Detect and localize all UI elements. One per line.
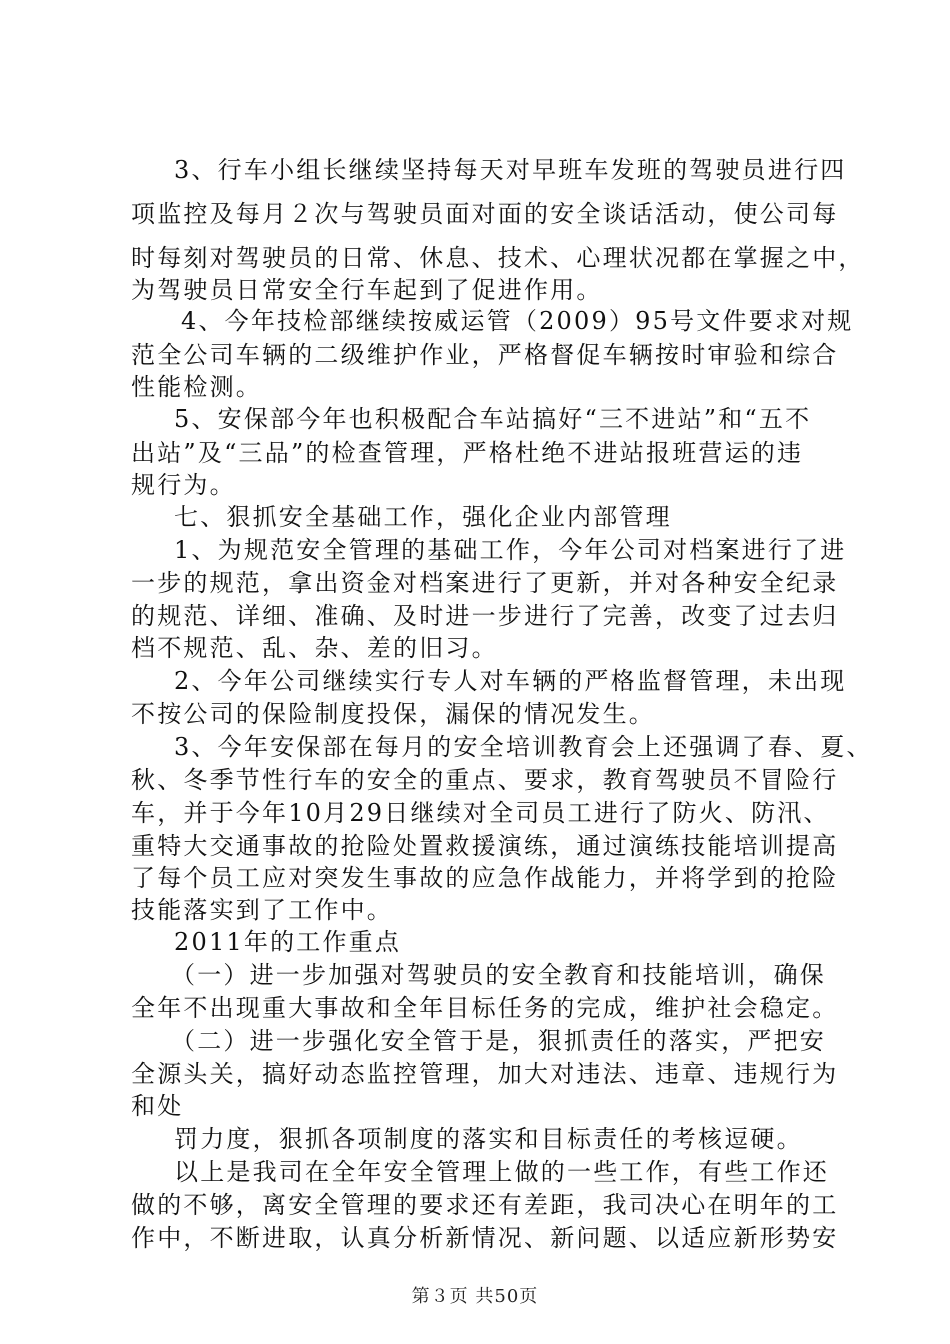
text-line: （二）进一步强化安全管于是，狠抓责任的落实，严把安: [171, 1027, 826, 1055]
text-line: 2、今年公司继续实行专人对车辆的严格监督管理，未出现: [174, 667, 847, 695]
section-heading: 2011年的工作重点: [174, 928, 402, 956]
text-line: （一）进一步加强对驾驶员的安全教育和技能培训，确保: [171, 961, 826, 989]
text-line: 档不规范、乱、杂、差的旧习。: [131, 634, 498, 662]
text-line: 全源头关，搞好动态监控管理，加大对违法、违章、违规行为: [131, 1060, 839, 1088]
text-line: 为驾驶员日常安全行车起到了促进作用。: [131, 276, 603, 304]
text-line: 了每个员工应对突发生事故的应急作战能力，并将学到的抢险: [131, 864, 839, 892]
text-line: 的规范、详细、准确、及时进一步进行了完善，改变了过去归: [131, 602, 839, 630]
text-line: 重特大交通事故的抢险处置救援演练，通过演练技能培训提高: [131, 832, 839, 860]
text-line: 性能检测。: [131, 373, 262, 401]
text-line: 以上是我司在全年安全管理上做的一些工作，有些工作还: [174, 1158, 829, 1186]
text-line: 秋、冬季节性行车的安全的重点、要求，教育驾驶员不冒险行: [131, 766, 839, 794]
text-line: 不按公司的保险制度投保，漏保的情况发生。: [131, 700, 655, 728]
text-line: 一步的规范，拿出资金对档案进行了更新，并对各种安全纪录: [131, 569, 839, 597]
text-line: 3、今年安保部在每月的安全培训教育会上还强调了春、夏、: [174, 733, 873, 761]
page-footer: 第３页 共50页: [411, 1286, 539, 1307]
text-line: 3、行车小组长继续坚持每天对早班车发班的驾驶员进行四: [174, 156, 847, 184]
text-line: 技能落实到了工作中。: [131, 896, 393, 924]
section-heading: 七、狠抓安全基础工作，强化企业内部管理: [174, 503, 672, 531]
text-line: 1、为规范安全管理的基础工作，今年公司对档案进行了进: [174, 536, 847, 564]
text-line: 车，并于今年10月29日继续对全司员工进行了防火、防汛、: [131, 799, 830, 827]
text-line: 4、今年技检部继续按威运管（2009）95号文件要求对规: [181, 307, 854, 335]
text-line: 时每刻对驾驶员的日常、休息、技术、心理状况都在掌握之中，: [131, 244, 865, 272]
text-line: 罚力度，狠抓各项制度的落实和目标责任的考核逗硬。: [174, 1125, 803, 1153]
text-line: 做的不够，离安全管理的要求还有差距，我司决心在明年的工: [131, 1191, 839, 1219]
text-line: 出站”及“三品”的检查管理，严格杜绝不进站报班营运的违: [131, 439, 804, 467]
text-line: 作中，不断进取，认真分析新情况、新问题、以适应新形势安: [131, 1224, 839, 1252]
text-line: 规行为。: [131, 471, 236, 499]
text-line: 全年不出现重大事故和全年目标任务的完成，维护社会稳定。: [131, 994, 839, 1022]
text-line: 项监控及每月２次与驾驶员面对面的安全谈话活动，使公司每: [131, 200, 839, 228]
text-line: 范全公司车辆的二级维护作业，严格督促车辆按时审验和综合: [131, 341, 839, 369]
text-line: 和处: [131, 1092, 184, 1120]
text-line: 5、安保部今年也积极配合车站搞好“三不进站”和“五不: [174, 405, 812, 433]
